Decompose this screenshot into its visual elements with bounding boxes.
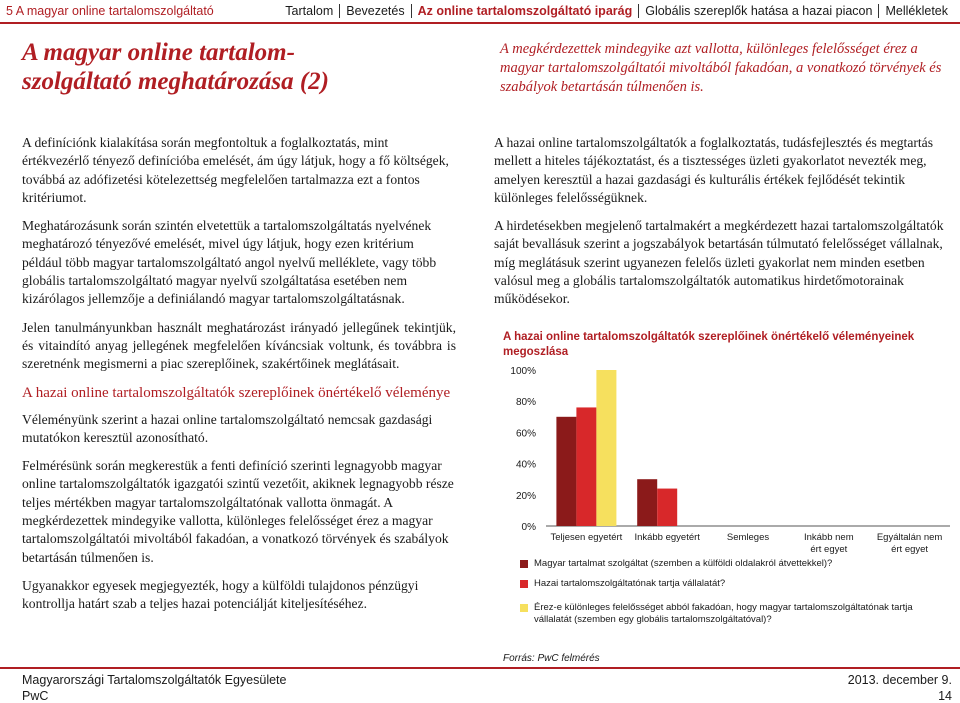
nav-item-bevezetes[interactable]: Bevezetés (339, 4, 410, 18)
legend-label: Hazai tartalomszolgáltatónak tartja vállalatát? (534, 578, 726, 589)
footer-org: Magyarországi Tartalomszolgáltatók Egyesülete (22, 673, 287, 687)
top-divider (0, 22, 960, 24)
bar (596, 370, 616, 526)
x-category-label: ért egyet (810, 544, 848, 555)
bar (637, 479, 657, 526)
bottom-divider (0, 667, 960, 669)
y-tick-label: 80% (515, 397, 536, 409)
nav-item-iparag[interactable]: Az online tartalomszolgáltató iparág (411, 4, 639, 18)
paragraph: Jelen tanulmányunkban használt meghatározást irányadó jellegűnek tekintjük, és vitaindító anyag jellegének megfelelően kíváncsiak voltunk, és továbbra is szeretnénk megismerni a piac szereplőinek, szakértőinek meglátásait. (22, 319, 456, 372)
right-column (494, 134, 949, 319)
page-title (22, 38, 442, 96)
left-column (22, 134, 456, 624)
footer-date: 2013. december 9. (847, 673, 952, 687)
x-category-label: ért egyet (891, 544, 929, 555)
paragraph: Felmérésünk során megkerestük a fenti definíció szerinti legnagyobb magyar online tartalomszolgáltatók igazgatói szintű vezetőit, akiknek legnagyobb része teljes mértékben magyar tartalomszolgáltatónak vallotta önmagát. A megkérdezettek mindegyike vallotta, különleges felelősséget érez a magyar tartalomszolgáltatói mivoltából fakadóan, a vonatkozó törvények és szabályok betartásán túlmenően is. (22, 458, 454, 565)
legend-label: Érez-e különleges felelősséget abból fakadóan, hogy magyar tartalomszolgáltatónak tartja vállalatát (szemben egy globális tartalomszolgáltatóval)? (534, 602, 913, 625)
section-heading: A hazai online tartalomszolgáltatók szereplőinek önértékelő véleménye (22, 384, 451, 401)
nav-item-tartalom[interactable]: Tartalom (285, 4, 334, 18)
chart-source: Forrás: PwC felmérés (503, 653, 600, 664)
y-tick-label: 20% (515, 490, 536, 502)
legend-swatch (520, 580, 528, 588)
section-nav (279, 4, 954, 18)
bar (556, 417, 576, 526)
x-category-label: Semleges (726, 532, 770, 543)
page-title-line1: A magyar online tartalom- (22, 39, 295, 66)
paragraph: A hirdetésekben megjelenő tartalmakért a megkérdezett hazai tartalomszolgáltatók saját bevallásuk szerint a jogszabályok betartásán túlmutató felelősséget vállalnak, míg meglátásuk szerint ugyanezen felelős üzleti gyakorlat nem minden esetben valósul meg a globális tartalomszolgáltatók automatikus hirdetőmotorainak működésekor. (494, 218, 944, 307)
x-category-label: Egyáltalán nem (876, 532, 943, 543)
legend-item (520, 602, 952, 626)
bar (657, 489, 677, 526)
top-navigation (0, 0, 960, 22)
bar-chart (494, 360, 954, 556)
chart-legend (520, 558, 952, 634)
paragraph: Meghatározásunk során szintén elvetettük a tartalomszolgáltatás nyelvének meghatározó tényezővé emelését, mivel úgy látjuk, hogy ezen kritérium például több magyar tartalomszolgáltató angol nyelvű melléklete, vagy több globális tartalomszolgáltató magyar nyelvű szolgáltatása esetében nem kizárólagos jellemzője a definiálandó magyar tartalomszolgáltatásnak. (22, 218, 437, 307)
footer-brand: PwC (22, 689, 49, 703)
legend-item (520, 558, 952, 570)
paragraph: Ugyanakkor egyesek megjegyezték, hogy a külföldi tulajdonos pénzügyi kontrollja határt szab a teljes hazai potenciálját kiteljesítéséhez. (22, 577, 419, 612)
page-subtitle: A megkérdezettek mindegyike azt vallotta, különleges felelősséget érez a magyar tartalomszolgáltatói mivoltából fakadóan, a vonatkozó törvények és szabályok betartásán túlmenően is. (500, 41, 942, 95)
x-category-label: Teljesen egyetért (550, 532, 623, 543)
y-tick-label: 0% (521, 522, 536, 533)
y-tick-label: 40% (515, 459, 536, 471)
nav-item-globalis[interactable]: Globális szereplők hatása a hazai piacon (638, 4, 878, 18)
nav-item-mellekletek[interactable]: Mellékletek (878, 4, 954, 18)
x-category-label: Inkább nem (803, 532, 854, 543)
legend-label: Magyar tartalmat szolgáltat (szemben a külföldi oldalakról átvettekkel)? (534, 558, 833, 569)
legend-swatch (520, 604, 528, 612)
bar (576, 407, 596, 526)
footer-page-number: 14 (938, 689, 952, 703)
legend-item (520, 578, 952, 590)
legend-swatch (520, 560, 528, 568)
page-title-line2: szolgáltató meghatározása (2) (22, 68, 329, 95)
breadcrumb[interactable]: 5 A magyar online tartalomszolgáltató (6, 4, 214, 18)
paragraph: Véleményünk szerint a hazai online tartalomszolgáltató nemcsak gazdasági mutatókon keresztül azonosítható. (22, 411, 433, 445)
y-tick-label: 60% (515, 428, 536, 440)
y-tick-label: 100% (510, 366, 536, 377)
x-category-label: Inkább egyetért (634, 532, 700, 543)
paragraph: A definíciónk kialakítása során megfontoltuk a foglalkoztatás, mint értékvezérlő tényező definícióba emelését, ám úgy látjuk, hogy a fő költségek, továbbá az adófizetési kötelezettség megfelelően tartalmazza ezt a fontos kritériumot. (22, 135, 449, 205)
chart-title: A hazai online tartalomszolgáltatók szereplőinek önértékelő véleményeinek megoszlása (503, 331, 915, 358)
paragraph: A hazai online tartalomszolgáltatók a foglalkoztatás, tudásfejlesztés és megtartás mellett a hiteles tájékoztatást, és a tisztességes üzleti gyakorlatot nevezték meg, amelyen keresztül a hazai gazdasági és kulturális értékek fejlődését tekintik különleges felelősségüknek. (494, 135, 933, 205)
